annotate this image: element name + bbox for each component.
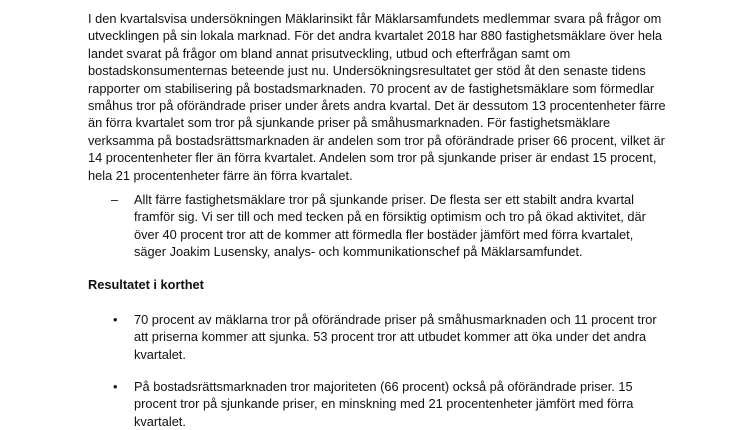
section-heading: Resultatet i korthet [88,277,204,292]
quote-text [134,191,674,261]
intro-line: småhus tror på oförändrade priser under årets andra kvartal. Det är dessutom 13 procentenheter färre [88,98,666,114]
intro-line: 14 procentenheter fler än förra kvartalet. Andelen som tror på sjunkande priser är endast 15 procent, [88,150,657,166]
intro-line: bostadskonsumenternas beteende just nu. Undersökningsresultatet ger stöd åt den senaste tidens [88,63,646,79]
bullet-text [134,378,679,430]
bullet-line: procent tror på sjunkande priser, en minskning med 21 procentenheter jämfört med förra [134,396,634,412]
bullet-line: På bostadsrättsmarknaden tror majoriteten (66 procent) också på oförändrade priser. 15 [134,379,633,394]
intro-line: hela 21 procentenheter färre än förra kvartalet. [88,167,353,183]
quote-line: säger Joakim Lusensky, analys- och kommunikationschef på Mäklarsamfundet. [134,244,583,260]
bullet-marker: • [113,312,118,327]
intro-line: utvecklingen på sin lokala marknad. För det andra kvartalet 2018 har 880 fastighetsmäklare över hela [88,28,663,44]
quote-line: framför sig. Vi ser till och med tecken på en försiktig optimism och tro på ökad aktivitet, där [134,209,646,225]
bullet-marker: • [113,379,118,394]
bullet-text [134,311,679,363]
quote-line: över 40 procent tror att de kommer att förmedla fler bostäder jämfört med förra kvartalet, [134,226,634,242]
intro-line: I den kvartalsvisa undersökningen Mäklarinsikt får Mäklarsamfundets medlemmar svara på frågor om [88,11,662,26]
intro-line: verksamma på bostadsrättsmarknaden är andelen som tror på oförändrade priser 66 procent, vilket är [88,132,665,148]
bullet-line: kvartalet. [134,346,186,362]
intro-paragraph [88,10,678,184]
intro-line: rapporter om stabilisering på bostadsmarknaden. 70 procent av de fastighetsmäklare som förmedlar [88,80,655,96]
dash-marker: – [111,192,119,207]
bullet-line: 70 procent av mäklarna tror på oförändrade priser på småhusmarknaden och 11 procent tror [134,312,657,327]
intro-line: än förra kvartalet som tror på sjunkande priser på småhusmarknaden. För fastighetsmäklare [88,115,611,131]
quote-line: Allt färre fastighetsmäklare tror på sjunkande priser. De flesta ser ett stabilt andra kvartal [134,192,635,207]
intro-line: landet svarat på frågor om bland annat prisutveckling, utbud och efterfrågan samt om [88,45,571,61]
bullet-line: kvartalet. [134,413,186,429]
bullet-line: att priserna kommer att sjunka. 53 procent tror att utbudet kommer att öka under det andra [134,329,647,345]
